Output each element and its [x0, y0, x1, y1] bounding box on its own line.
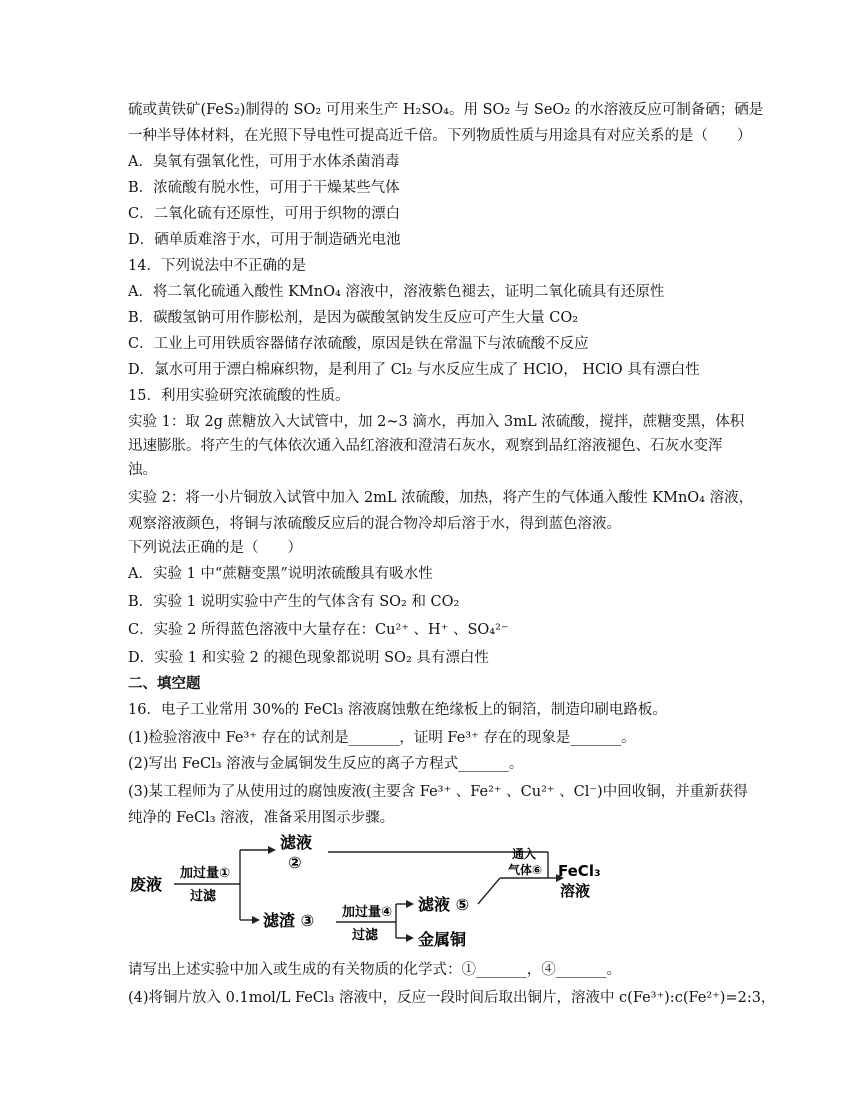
process-flow-diagram [128, 832, 608, 952]
q14-option-d: D．氯水可用于漂白棉麻织物，是利用了 Cl₂ 与水反应生成了 HClO， HClO 具有漂白性 [128, 362, 700, 378]
q15-exp1-line1: 实验 1：取 2g 蔗糖放入大试管中，加 2~3 滴水，再加入 3mL 浓硫酸，搅拌，蔗糖变黑，体积 [128, 414, 745, 430]
q16-part2: (2)写出 FeCl₃ 溶液与金属铜发生反应的离子方程式_______。 [128, 756, 524, 772]
q14-option-a: A．将二氧化硫通入酸性 KMnO₄ 溶液中，溶液紫色褪去，证明二氧化硫具有还原性 [128, 284, 665, 300]
q14-stem: 14．下列说法中不正确的是 [128, 258, 306, 274]
q13-option-d: D．硒单质难溶于水，可用于制造硒光电池 [128, 232, 401, 248]
q15-ask: 下列说法正确的是（ ） [128, 540, 302, 556]
q16-part4: (4)将铜片放入 0.1mol/L FeCl₃ 溶液中，反应一段时间后取出铜片，溶液中 c(Fe³⁺):c(Fe²⁺)=2:3， [128, 990, 776, 1006]
label-product-formula: FeCl₃ [558, 862, 601, 880]
label-step4-top: 加过量④ [342, 905, 393, 920]
arrowhead-filtrate2 [268, 846, 276, 854]
label-gas-bottom: 气体⑥ [508, 863, 543, 877]
label-product-solution: 溶液 [560, 882, 591, 900]
q15-option-d: D．实验 1 和实验 2 的褪色现象都说明 SO₂ 具有漂白性 [128, 650, 489, 666]
label-filtrate5: 滤液 ⑤ [418, 895, 470, 914]
q15-option-c: C．实验 2 所得蓝色溶液中大量存在：Cu²⁺ 、H⁺ 、SO₄²⁻ [128, 622, 509, 638]
label-copper: 金属铜 [418, 930, 467, 949]
q14-option-b: B．碳酸氢钠可用作膨松剂，是因为碳酸氢钠发生反应可产生大量 CO₂ [128, 310, 579, 326]
q13-option-b: B．浓硫酸有脱水性，可用于干燥某些气体 [128, 180, 400, 196]
q16-stem: 16．电子工业常用 30%的 FeCl₃ 溶液腐蚀敷在绝缘板上的铜箔，制造印刷电路板。 [128, 702, 667, 718]
q15-exp2-line1: 实验 2：将一小片铜放入试管中加入 2mL 浓硫酸，加热，将产生的气体通入酸性 KMnO₄ 溶液， [128, 490, 754, 506]
q13-stem-line1: 硫或黄铁矿(FeS₂)制得的 SO₂ 可用来生产 H₂SO₄。用 SO₂ 与 SeO₂ 的水溶液反应可制备硒；硒是 [128, 102, 764, 118]
q16-part3-line1: (3)某工程师为了从使用过的腐蚀废液(主要含 Fe³⁺ 、Fe²⁺ 、Cu²⁺ 、Cl⁻)中回收铜，并重新获得 [128, 784, 748, 800]
label-filtrate2-num: ② [288, 853, 302, 872]
arrowhead-residue3 [252, 916, 260, 924]
q13-option-c: C．二氧化硫有还原性，可用于织物的漂白 [128, 206, 401, 222]
arrowhead-filtrate5 [406, 900, 414, 908]
q13-option-a: A．臭氧有强氧化性，可用于水体杀菌消毒 [128, 154, 400, 170]
q16-part3-line3: 请写出上述实验中加入或生成的有关物质的化学式：①_______，④_______。 [128, 962, 621, 978]
q16-part1: (1)检验溶液中 Fe³⁺ 存在的试剂是_______，证明 Fe³⁺ 存在的现象是_______。 [128, 730, 636, 746]
q15-option-a: A．实验 1 中“蔗糖变黑”说明浓硫酸具有吸水性 [128, 566, 433, 582]
label-filtrate2: 滤液 [280, 833, 313, 852]
q15-stem: 15．利用实验研究浓硫酸的性质。 [128, 388, 350, 404]
q13-stem-line2: 一种半导体材料，在光照下导电性可提高近千倍。下列物质性质与用途具有对应关系的是（ ） [128, 128, 752, 144]
label-waste: 废液 [130, 875, 163, 894]
q16-part3-line2: 纯净的 FeCl₃ 溶液，准备采用图示步骤。 [128, 810, 395, 826]
q14-option-c: C．工业上可用铁质容器储存浓硫酸，原因是铁在常温下与浓硫酸不反应 [128, 336, 589, 352]
q15-exp1-line2: 迅速膨胀。将产生的气体依次通入品红溶液和澄清石灰水，观察到品红溶液褪色、石灰水变浑 [128, 438, 723, 454]
label-residue3: 滤渣 ③ [263, 911, 315, 930]
section-heading: 二、填空题 [128, 676, 201, 692]
label-step4-bottom: 过滤 [352, 928, 379, 943]
label-step1-bottom: 过滤 [190, 889, 217, 904]
label-gas-top: 通入 [512, 847, 537, 861]
label-step1-top: 加过量① [180, 866, 231, 881]
q15-exp2-line2: 观察溶液颜色，将铜与浓硫酸反应后的混合物冷却后溶于水，得到蓝色溶液。 [128, 516, 621, 532]
q15-exp1-line3: 浊。 [128, 462, 157, 478]
arrowhead-copper [406, 934, 414, 942]
q15-option-b: B．实验 1 说明实验中产生的气体含有 SO₂ 和 CO₂ [128, 594, 460, 610]
line-from-filtrate5 [478, 878, 500, 904]
